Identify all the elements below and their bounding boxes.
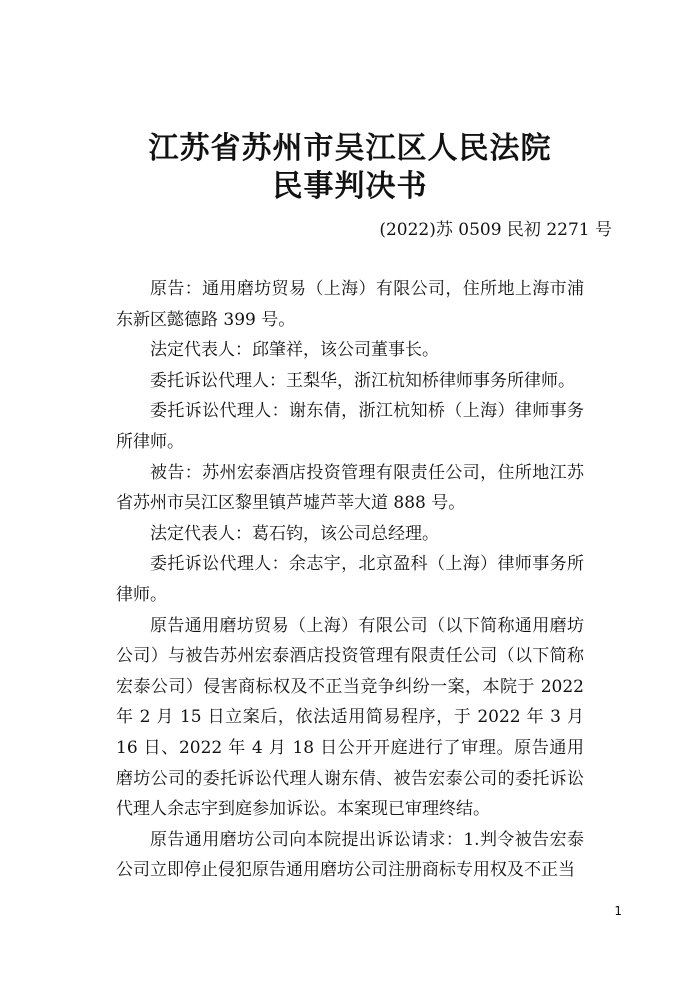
plaintiff-agent-2: 委托诉讼代理人：谢东倩，浙江杭知桥（上海）律师事务所律师。 — [116, 401, 584, 452]
plaintiff-agent-1: 委托诉讼代理人：王梨华，浙江杭知桥律师事务所律师。 — [150, 370, 575, 391]
document-type-title: 民事判决书 — [272, 169, 428, 204]
claims-paragraph: 原告通用磨坊公司向本院提出诉讼请求：1.判令被告宏泰公司立即停止侵犯原告通用磨坊公司注册商标专用权及不正当 — [116, 829, 584, 881]
court-name-title: 江苏省苏州市吴江区人民法院 — [148, 131, 552, 166]
defendant-agent: 委托诉讼代理人：余志宇，北京盈科（上海）律师事务所律师。 — [116, 554, 584, 605]
judgment-body — [116, 274, 584, 886]
case-summary-paragraph: 原告通用磨坊贸易（上海）有限公司（以下简称通用磨坊公司）与被告苏州宏泰酒店投资管理有限责任公司（以下简称宏泰公司）侵害商标权及不正当竞争纠纷一案，本院于 2022 年 2 月 15 日立案后，依法适用简易程序，于 2022 年 3 月 16 日、2022 年 4 月 18 日公开开庭进行了审理。原告通用磨坊公司的委托诉讼代理人谢东倩、被告宏泰公司的委托诉讼代理人余志宇到庭参加诉讼。本案现已审理终结。 — [116, 615, 584, 820]
page-number: 1 — [614, 904, 622, 918]
plaintiff-legal-representative: 法定代表人：邱肇祥，该公司董事长。 — [150, 340, 439, 361]
plaintiff-paragraph: 原告：通用磨坊贸易（上海）有限公司，住所地上海市浦东新区懿德路 399 号。 — [116, 279, 584, 330]
defendant-paragraph: 被告：苏州宏泰酒店投资管理有限责任公司，住所地江苏省苏州市吴江区黎里镇芦墟芦莘大道 888 号。 — [116, 462, 584, 514]
case-number: (2022)苏 0509 民初 2271 号 — [379, 220, 612, 240]
defendant-legal-representative: 法定代表人：葛石钧，该公司总经理。 — [150, 523, 439, 544]
